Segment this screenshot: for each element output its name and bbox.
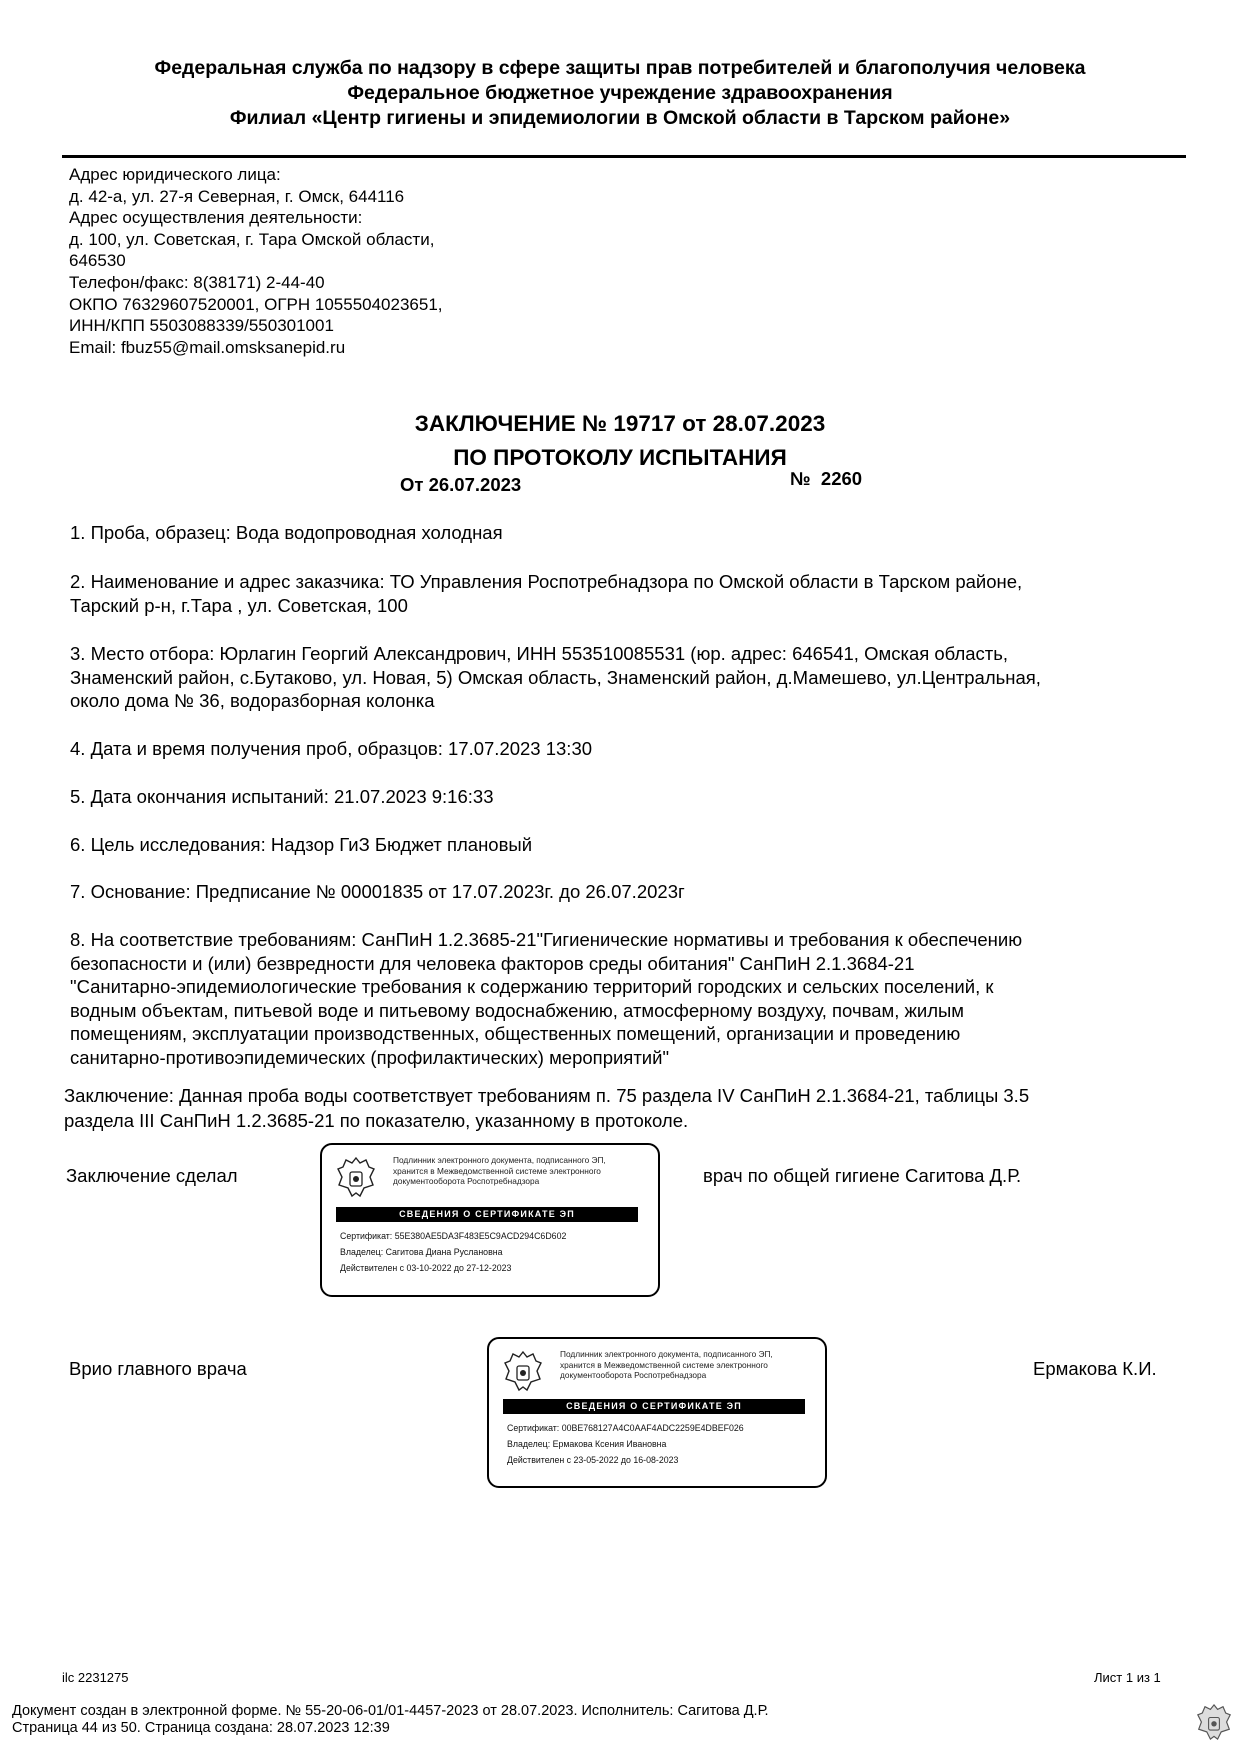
document-footer [12, 1703, 769, 1737]
address-line: д. 42-а, ул. 27-я Северная, г. Омск, 644116 [69, 186, 405, 206]
coat-of-arms-icon [336, 1155, 376, 1199]
origin-line: Подлинник электронного документа, подписанного ЭП, [560, 1349, 773, 1359]
header-line-3: Филиал «Центр гигиены и эпидемиологии в Омской области в Тарском районе» [229, 107, 1011, 129]
stamp-origin-text [560, 1349, 820, 1381]
item-line: "Санитарно-эпидемиологические требования к содержанию территорий городских и сельских поселений, к [70, 976, 994, 997]
document-subtitle: ПО ПРОТОКОЛУ ИСПЫТАНИЯ [453, 445, 787, 470]
address-line: Email: fbuz55@mail.omsksanepid.ru [69, 337, 346, 357]
sheet-number: Лист 1 из 1 [1094, 1670, 1161, 1685]
item-purpose [70, 833, 1190, 857]
origin-line: документооборота Роспотребнадзора [393, 1176, 540, 1186]
address-line: д. 100, ул. Советская, г. Тара Омской области, [69, 229, 435, 249]
item-sampling-place [70, 642, 1190, 713]
origin-line: документооборота Роспотребнадзора [560, 1370, 707, 1380]
stamp-origin-text [393, 1155, 653, 1187]
item-requirements [70, 928, 1190, 1069]
document-title: ЗАКЛЮЧЕНИЕ № 19717 от 28.07.2023 [414, 411, 826, 436]
item-line: 4. Дата и время получения проб, образцов: 17.07.2023 13:30 [70, 738, 593, 759]
item-line: 1. Проба, образец: Вода водопроводная холодная [70, 522, 503, 543]
stamp-certificate: Сертификат: 00BE768127A4C0AAF4ADC2259E4DBEF026 [507, 1423, 744, 1433]
item-line: санитарно-противоэпидемических (профилактических) мероприятий" [70, 1046, 670, 1068]
item-line: водным объектам, питьевой воде и питьевому водоснабжению, атмосферному воздуху, почвам, жилым [70, 999, 965, 1021]
address-line: Телефон/факс: 8(38171) 2-44-40 [69, 272, 325, 292]
signature-2-label: Врио главного врача [69, 1358, 247, 1379]
item-line: 3. Место отбора: Юрлагин Георгий Александрович, ИНН 553510085531 (юр. адрес: 646541, Омская область, [70, 643, 1009, 664]
item-received-date [70, 737, 1190, 761]
e-signature-stamp-2 [487, 1337, 827, 1488]
stamp-validity: Действителен с 23-05-2022 до 16-08-2023 [507, 1455, 679, 1465]
ilc-number: ilc 2231275 [62, 1670, 129, 1685]
header-line-1: Федеральная служба по надзору в сфере защиты прав потребителей и благополучия человека [154, 57, 1086, 79]
item-line: помещениям, эксплуатации производственных, общественных помещений, организации и проведению [70, 1023, 961, 1044]
item-line: около дома № 36, водоразборная колонка [70, 690, 435, 711]
origin-line: хранится в Межведомственной системе электронного [393, 1165, 601, 1176]
signature-1-label: Заключение сделал [66, 1165, 238, 1186]
footer-line: Документ создан в электронной форме. № 55-20-06-01/01-4457-2023 от 28.07.2023. Исполнитель: Сагитова Д.Р. [12, 1703, 769, 1719]
stamp-certificate-bar: СВЕДЕНИЯ О СЕРТИФИКАТЕ ЭП [503, 1399, 805, 1414]
item-end-date [70, 785, 1190, 809]
address-line: ИНН/КПП 5503088339/550301001 [69, 316, 334, 336]
origin-line: Подлинник электронного документа, подписанного ЭП, [393, 1155, 606, 1165]
coat-of-arms-icon [1196, 1698, 1232, 1746]
stamp-owner: Владелец: Ермакова Ксения Ивановна [507, 1439, 667, 1449]
coat-of-arms-icon [503, 1349, 543, 1393]
footer-line: Страница 44 из 50. Страница создана: 28.07.2023 12:39 [12, 1720, 390, 1736]
stamp-certificate: Сертификат: 55E380AE5DA3F483E5C9ACD294C6D602 [340, 1231, 567, 1241]
item-line: 2. Наименование и адрес заказчика: ТО Управления Роспотребнадзора по Омской области в Тарском районе, [70, 571, 1023, 592]
conclusion-line: Заключение: Данная проба воды соответствует требованиям п. 75 раздела IV СанПиН 2.1.3684-21, таблицы 3.5 [64, 1085, 1030, 1106]
organization-header [0, 56, 1240, 131]
item-line: безопасности и (или) безвредности для человека факторов среды обитания" СанПиН 2.1.3684-21 [70, 952, 915, 974]
item-basis [70, 880, 1190, 904]
protocol-number: № 2260 [790, 468, 863, 489]
header-divider [62, 155, 1186, 158]
conclusion [64, 1083, 1194, 1133]
signature-2-signer: Ермакова К.И. [1033, 1358, 1157, 1379]
address-line: 646530 [69, 251, 126, 271]
header-line-2: Федеральное бюджетное учреждение здравоохранения [347, 82, 893, 104]
conclusion-line: раздела III СанПиН 1.2.3685-21 по показателю, указанному в протоколе. [64, 1110, 689, 1131]
address-line: ОКПО 76329607520001, ОГРН 1055504023651, [69, 294, 443, 314]
origin-line: хранится в Межведомственной системе электронного [560, 1359, 768, 1370]
stamp-owner: Владелец: Сагитова Диана Руслановна [340, 1247, 503, 1257]
stamp-certificate-bar: СВЕДЕНИЯ О СЕРТИФИКАТЕ ЭП [336, 1207, 638, 1222]
address-block [69, 164, 443, 358]
item-line: 7. Основание: Предписание № 00001835 от 17.07.2023г. до 26.07.2023г [70, 881, 685, 902]
e-signature-stamp-1 [320, 1143, 660, 1297]
item-line: 8. На соответствие требованиям: СанПиН 1.2.3685-21"Гигиенические нормативы и требования к обеспечению [70, 929, 1023, 950]
item-line: Знаменский район, с.Бутаково, ул. Новая, 5) Омская область, Знаменский район, д.Мамешево, ул.Центральная, [70, 666, 1041, 688]
protocol-date: От 26.07.2023 [400, 474, 522, 495]
item-line: 6. Цель исследования: Надзор ГиЗ Бюджет плановый [70, 834, 533, 855]
item-customer [70, 570, 1190, 617]
item-line: Тарский р-н, г.Тара , ул. Советская, 100 [70, 594, 408, 616]
item-sample [70, 521, 1190, 545]
signature-1-signer: врач по общей гигиене Сагитова Д.Р. [703, 1165, 1022, 1186]
stamp-validity: Действителен с 03-10-2022 до 27-12-2023 [340, 1263, 512, 1273]
address-line: Адрес осуществления деятельности: [69, 208, 363, 228]
address-line: Адрес юридического лица: [69, 165, 281, 184]
item-line: 5. Дата окончания испытаний: 21.07.2023 9:16:33 [70, 786, 494, 807]
